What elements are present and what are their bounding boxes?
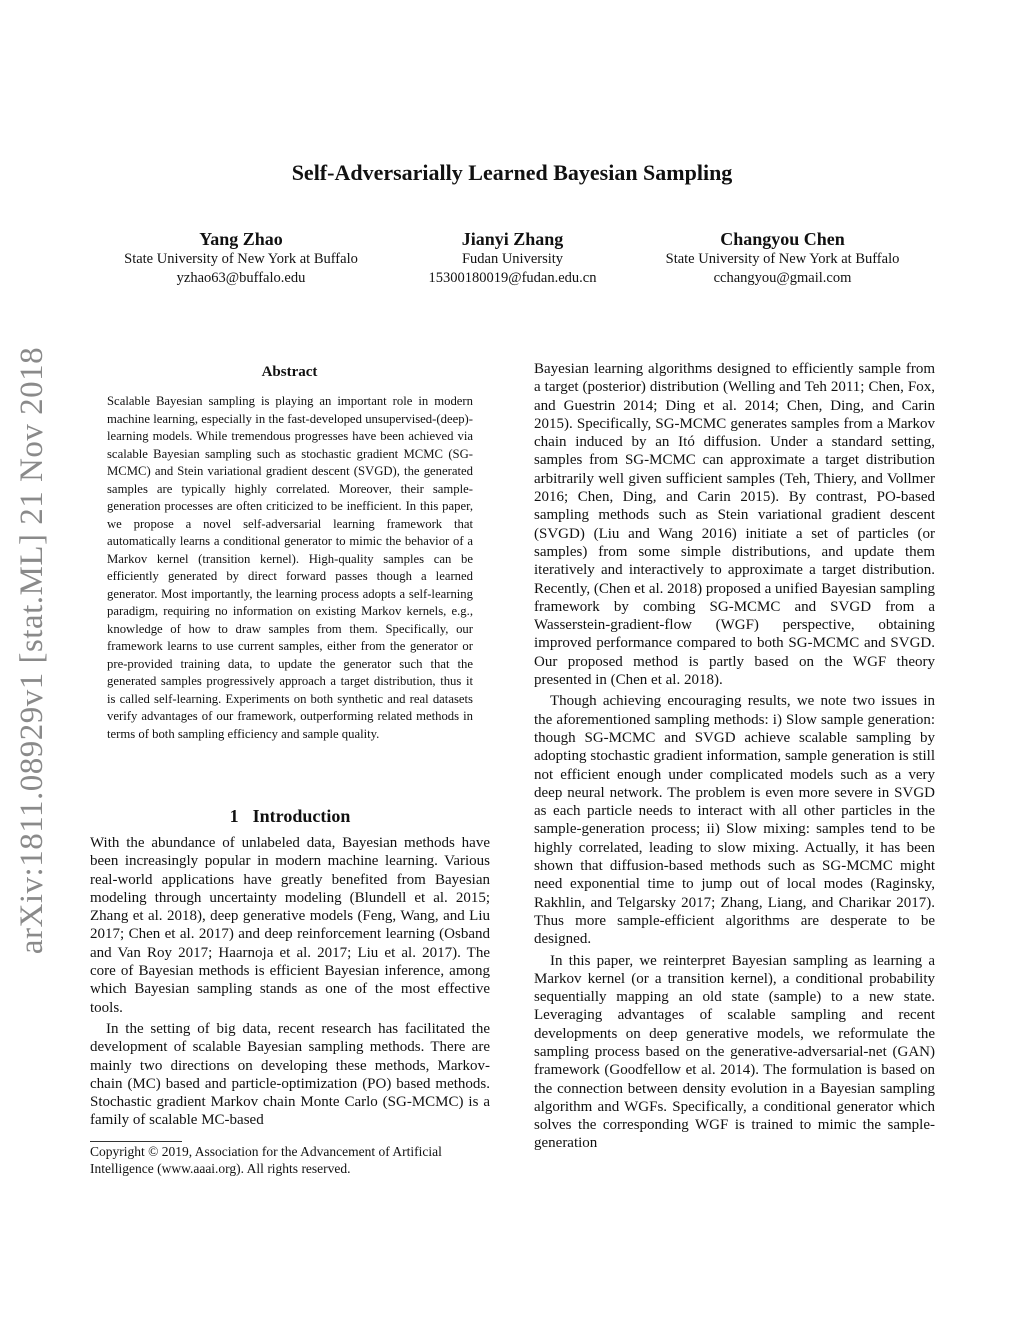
- author-jianyi-zhang: [385, 228, 640, 288]
- section-title: Introduction: [252, 806, 351, 826]
- author-block: [0, 228, 1024, 298]
- footnote-divider: [90, 1141, 182, 1142]
- author-name: Yang Zhao: [199, 229, 283, 249]
- author-name: Changyou Chen: [720, 229, 845, 249]
- body-paragraph: In this paper, we reinterpret Bayesian sampling as learning a Markov kernel (or a transition kernel), a conditional probability sequentially mapping an old state (sample) to a new state. Leveraging advantages of scalable sampling and recent developments on deep generative models, we reformulate the sampling process based on the generative-adversarial-net (GAN) framework (Goodfellow et al. 2014). The formulation is based on the connection between density evolution in a Bayesian sampling algorithm and WGFs. Specifically, a conditional generator which solves the corresponding WGF is trained to mimic the sample-generation: [534, 952, 935, 1152]
- section-number: 1: [229, 806, 239, 826]
- abstract-text: Scalable Bayesian sampling is playing an important role in modern machine learning, especially in the fast-developed unsupervised-(deep)-learning models. While tremendous progresses have been achieved via scalable Bayesian sampling such as stochastic gradient MCMC (SG-MCMC) and Stein variational gradient descent (SVGD), the generated samples are typically highly correlated. Moreover, their sample-generation processes are often criticized to be inefficient. In this paper, we propose a novel self-adversarial learning framework that automatically learns a conditional generator to mimic the behavior of a Markov kernel (transition kernel). High-quality samples can be efficiently generated by direct forward passes though a learned generator. Most importantly, the learning process adopts a self-learning paradigm, requiring no information on existing Markov kernels, e.g., knowledge of how to draw samples from them. Specifically, our framework learns to use current samples, either from the generator or pre-provided training data, to update the generator such that the generated samples progressively approach a target distribution, thus it is called self-learning. Experiments on both synthetic and real datasets verify advantages of our framework, outperforming related methods in terms of both sampling efficiency and sample quality.: [107, 394, 473, 741]
- author-email[interactable]: yzhao63@buffalo.edu: [176, 270, 306, 286]
- copyright-footnote: Copyright © 2019, Association for the Advancement of Artificial Intelligence (www.aaai.org). All rights reserved.: [90, 1144, 442, 1176]
- author-email[interactable]: 15300180019@fudan.edu.cn: [428, 270, 597, 286]
- author-changyou-chen: [640, 228, 925, 288]
- arxiv-identifier-stamp: [2, 340, 64, 960]
- paper-title: Self-Adversarially Learned Bayesian Sampling: [291, 160, 733, 185]
- author-email[interactable]: cchangyou@gmail.com: [713, 270, 852, 286]
- right-column-body: [534, 360, 935, 1153]
- section-heading-introduction: [90, 806, 490, 827]
- author-yang-zhao: [96, 228, 386, 288]
- body-paragraph: Though achieving encouraging results, we note two issues in the aforementioned sampling methods: i) Slow sample generation: though SG-MCMC and SVGD achieve scalable sampling by adopting stochastic gradient information, sample generation is still not efficient enough under complicated models such as a very deep neural network. The problem is even more severe in SVGD as each particle needs to interact with all other particles in the sample-generation process; ii) Slow mixing: samples tend to be highly correlated, leading to slow mixing. Actually, it has been shown that diffusion-based methods such as SG-MCMC might need exponential time to jump out of local modes (Raginsky, Rakhlin, and Telgarsky 2017; Zhang, Liang, and Charikar 2017). Thus more sample-efficient algorithms are desperate to be designed.: [534, 693, 935, 948]
- body-paragraph: In the setting of big data, recent research has facilitated the development of scalable Bayesian sampling methods. There are mainly two directions on developing these methods, Markov-chain (MC) based and particle-optimization (PO) based methods. Stochastic gradient Markov chain Monte Carlo (SG-MCMC) is a family of scalable MC-based: [90, 1020, 490, 1129]
- author-affiliation: State University of New York at Buffalo: [665, 251, 900, 267]
- body-paragraph: With the abundance of unlabeled data, Bayesian methods have been increasingly popular in modern machine learning. Various real-world applications have greatly benefited from Bayesian modeling through uncertainty modeling (Blundell et al. 2015; Zhang et al. 2018), deep generative models (Feng, Wang, and Liu 2017; Chen et al. 2017) and deep reinforcement learning (Osband and Van Roy 2017; Haarnoja et al. 2017; Liu et al. 2017). The core of Bayesian methods is efficient Bayesian inference, among which Bayesian sampling stands as one of the most effective tools.: [90, 835, 490, 1016]
- author-name: Jianyi Zhang: [461, 229, 564, 249]
- arxiv-identifier-text[interactable]: arXiv:1811.08929v1 [stat.ML] 21 Nov 2018: [14, 346, 51, 954]
- abstract-heading: Abstract: [261, 364, 318, 380]
- body-paragraph: Bayesian learning algorithms designed to efficiently sample from a target (posterior) distribution (Welling and Teh 2011; Chen, Fox, and Guestrin 2014; Ding et al. 2014; Chen, Ding, and Carin 2015). Specifically, SG-MCMC generates samples from a Markov chain induced by an Itó diffusion. Under a standard setting, samples from SG-MCMC can approximate a target distribution arbitrarily well given sufficient samples (Teh, Thiery, and Vollmer 2016; Chen, Ding, and Carin 2015). By contrast, PO-based sampling methods such as Stein variational gradient descent (SVGD) (Liu and Wang 2016) initiate a set of particles (or samples) from some simple distributions, and update them iteratively and interactively to approximate a target distribution. Recently, (Chen et al. 2018) proposed a unified Bayesian sampling framework by combing SG-MCMC and SVGD from a Wasserstein-gradient-flow (WGF) perspective, obtaining improved performance compared to both SG-MCMC and SVGD. Our proposed method is partly based on the WGF theory presented in (Chen et al. 2018).: [534, 361, 936, 689]
- author-affiliation: Fudan University: [461, 251, 564, 267]
- left-column-body: [90, 834, 490, 1130]
- author-affiliation: State University of New York at Buffalo: [124, 251, 358, 267]
